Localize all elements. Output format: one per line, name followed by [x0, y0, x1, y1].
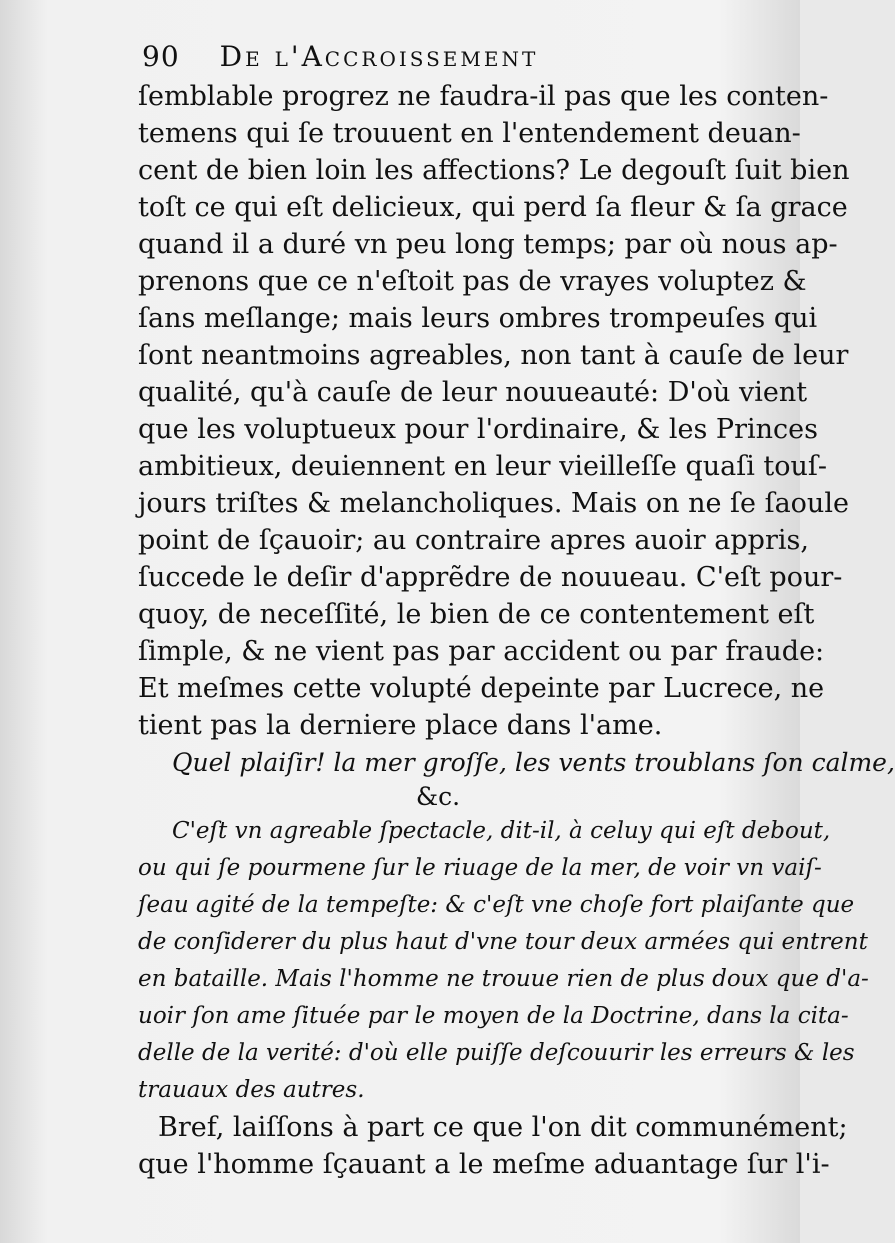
quote-line: de conſiderer du plus haut d'vne tour deux armées qui entrent: [138, 929, 868, 955]
text-line: cent de bien loin les affections? Le degouſt ſuit bien: [138, 155, 850, 186]
verse-line: &c.: [415, 782, 461, 811]
text-line: que les voluptueux pour l'ordinaire, & les Princes: [138, 414, 818, 445]
quote-line: en bataille. Mais l'homme ne trouue rien de plus doux que d'a-: [138, 966, 869, 992]
text-line: Et meſmes cette volupté depeinte par Lucrece, ne: [138, 673, 825, 704]
text-line: prenons que ce n'eſtoit pas de vrayes voluptez &: [138, 266, 807, 297]
quote-line: uoir ſon ame ſituée par le moyen de la Doctrine, dans la cita-: [138, 1003, 849, 1029]
page-header: [142, 40, 742, 80]
text-line: quoy, de neceſſité, le bien de ce contentement eſt: [138, 599, 815, 630]
text-line: jours triſtes & melancholiques. Mais on ne ſe ſaoule: [138, 488, 849, 519]
quote-line: trauaux des autres.: [138, 1077, 365, 1103]
quote-line: ſeau agité de la tempeſte: & c'eſt vne choſe fort plaiſante que: [138, 892, 855, 918]
body-text: [138, 78, 895, 1183]
quote-line: C'eſt vn agreable ſpectacle, dit-il, à celuy qui eſt debout,: [172, 818, 831, 844]
text-line: temens qui ſe trouuent en l'entendement deuan-: [138, 118, 801, 149]
text-line: ſemblable progrez ne faudra-il pas que les conten-: [138, 81, 829, 112]
quote-line: ou qui ſe pourmene ſur le riuage de la mer, de voir vn vaiſ-: [138, 855, 822, 881]
text-line: quand il a duré vn peu long temps; par où nous ap-: [138, 229, 838, 260]
text-line: ſans meſlange; mais leurs ombres trompeuſes qui: [138, 303, 818, 334]
text-line: point de ſçauoir; au contraire apres auoir appris,: [138, 525, 809, 556]
text-line: qualité, qu'à cauſe de leur nouueauté: D'où vient: [138, 377, 808, 408]
text-line: que l'homme ſçauant a le meſme aduantage ſur l'i-: [138, 1149, 830, 1180]
text-line: ambitieux, deuiennent en leur vieilleſſe quaſi touſ-: [138, 451, 828, 482]
text-line: ſimple, & ne vient pas par accident ou par fraude:: [138, 636, 825, 667]
verse-line: Quel plaiſir! la mer groſſe, les vents troublans ſon calme,: [172, 748, 895, 777]
text-line: toſt ce qui eſt delicieux, qui perd ſa fleur & ſa grace: [138, 192, 848, 223]
text-line: Bref, laiſſons à part ce que l'on dit communément;: [158, 1112, 848, 1143]
running-title: De l'Accroissement: [219, 40, 539, 73]
text-line: ſuccede le deſir d'apprẽdre de nouueau. C'eſt pour-: [138, 562, 843, 593]
text-line: tient pas la derniere place dans l'ame.: [138, 710, 663, 741]
quote-line: delle de la verité: d'où elle puiſſe deſcouurir les erreurs & les: [138, 1040, 855, 1066]
text-line: ſont neantmoins agreables, non tant à cauſe de leur: [138, 340, 849, 371]
page-number: 90: [142, 40, 180, 73]
